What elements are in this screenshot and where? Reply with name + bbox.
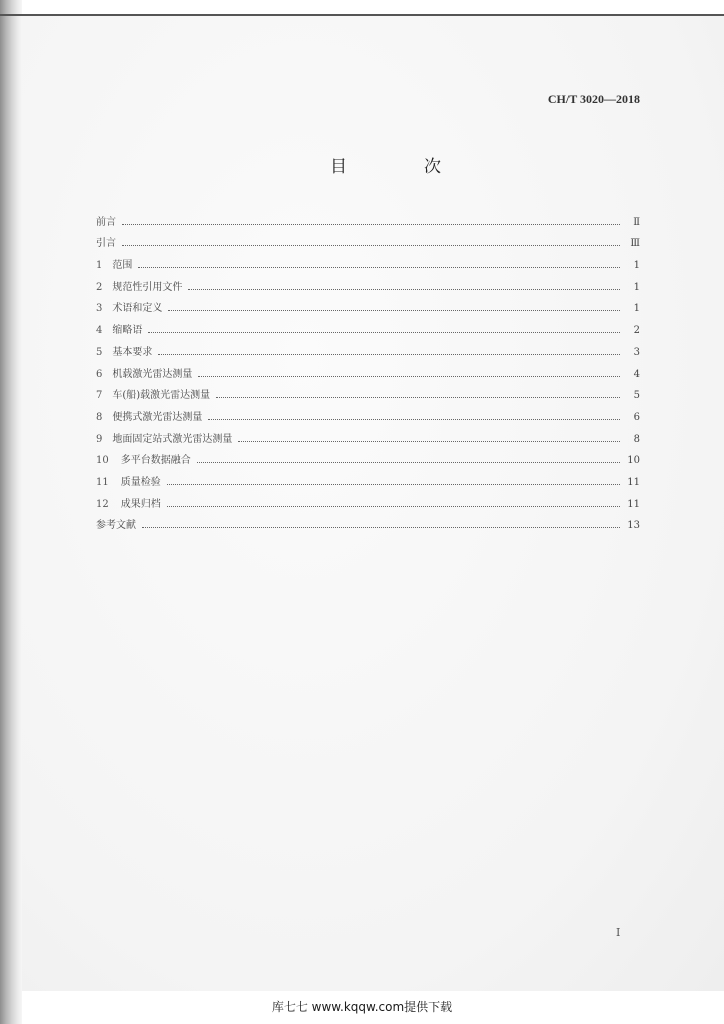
toc-entry-number: 5 [96, 346, 103, 358]
toc-entry [96, 510, 640, 532]
toc-entry [96, 293, 640, 315]
toc-entry-page: 13 [627, 520, 640, 532]
toc-entry-page: Ⅲ [630, 238, 640, 250]
toc-entry-page: 11 [627, 476, 640, 488]
toc-entry-number: 1 [96, 260, 103, 272]
dot-leader [122, 223, 620, 225]
scan-top-edge [0, 14, 724, 16]
toc-entry-label [96, 256, 132, 271]
toc-entry-number: 6 [96, 368, 103, 380]
toc-entry-text: 规范性引用文件 [112, 281, 183, 293]
toc-entry-number: 8 [96, 411, 103, 423]
toc-entry-text: 成果归档 [120, 498, 161, 510]
toc-entry-page: Ⅱ [633, 216, 640, 228]
dot-leader [122, 244, 620, 246]
dot-leader [138, 266, 620, 268]
toc-title: 目 次 [330, 157, 471, 177]
toc-entry-number: 11 [96, 476, 109, 488]
dot-leader [197, 461, 620, 463]
toc-entry-page: 5 [633, 390, 640, 402]
dot-leader [148, 331, 620, 333]
toc-entry [96, 249, 640, 271]
toc-entry-label [96, 234, 116, 249]
toc-entry [96, 206, 640, 228]
toc-entry-text: 参考文献 [96, 520, 136, 532]
dot-leader [208, 418, 620, 420]
dot-leader [168, 309, 620, 311]
toc-entry [96, 271, 640, 293]
toc-entry-label [96, 386, 210, 401]
toc-entry-page: 2 [633, 325, 640, 337]
toc-entry-label [96, 408, 202, 423]
toc-entry-text: 缩略语 [112, 325, 143, 337]
dot-leader [238, 440, 620, 442]
toc-entry-text: 便携式激光雷达测量 [112, 411, 203, 423]
toc-entry [96, 358, 640, 380]
toc-entry-text: 机载激光雷达测量 [112, 368, 193, 380]
toc-entry-label [96, 365, 192, 380]
dot-leader [198, 375, 620, 377]
download-watermark: 库七七 www.kqqw.com提供下载 [271, 1000, 453, 1014]
toc-entry-label [96, 516, 136, 531]
dot-leader [188, 288, 620, 290]
toc-entry [96, 336, 640, 358]
toc-entry-label [96, 343, 152, 358]
toc-entry [96, 445, 640, 467]
toc-entry [96, 380, 640, 402]
toc-entry-number: 12 [96, 498, 109, 510]
toc-entry-page: 6 [633, 411, 640, 423]
page-number: I [616, 926, 621, 939]
dot-leader [142, 526, 620, 528]
toc-entry-label [96, 299, 162, 314]
toc-entry-number: 4 [96, 325, 103, 337]
toc-entry-page: 8 [633, 433, 640, 445]
toc-entry [96, 466, 640, 488]
toc-entry-label [96, 495, 161, 510]
toc-entry-text: 术语和定义 [112, 303, 163, 315]
toc-entry-label [96, 213, 116, 228]
toc-entry-page: 10 [627, 455, 640, 467]
dot-leader [158, 353, 620, 355]
toc-entry [96, 488, 640, 510]
toc-entry-number: 10 [96, 455, 109, 467]
toc-entry-text: 车(船)载激光雷达测量 [112, 390, 211, 402]
toc-entry-number: 3 [96, 303, 103, 315]
toc-entry-text: 地面固定站式激光雷达测量 [112, 433, 233, 445]
toc-entry-text: 多平台数据融合 [120, 455, 191, 467]
toc-entry-number: 7 [96, 390, 103, 402]
toc-entry-label [96, 473, 161, 488]
table-of-contents [96, 206, 640, 531]
toc-entry-label [96, 451, 191, 466]
toc-entry-page: 1 [633, 281, 640, 293]
dot-leader [167, 483, 620, 485]
toc-entry [96, 314, 640, 336]
toc-entry-text: 前言 [96, 216, 116, 228]
toc-entry-label [96, 430, 232, 445]
toc-entry-page: 11 [627, 498, 640, 510]
toc-entry-page: 3 [633, 346, 640, 358]
toc-entry-text: 引言 [96, 238, 116, 250]
dot-leader [167, 505, 620, 507]
document-code: CH/T 3020—2018 [547, 92, 640, 106]
toc-entry-text: 基本要求 [112, 346, 153, 358]
toc-entry-page: 1 [633, 303, 640, 315]
toc-entry-number: 9 [96, 433, 103, 445]
scan-left-edge [0, 0, 22, 1024]
toc-entry [96, 401, 640, 423]
toc-entry-label [96, 321, 142, 336]
toc-entry-number: 2 [96, 281, 103, 293]
toc-entry-text: 质量检验 [120, 476, 161, 488]
toc-entry-label [96, 278, 182, 293]
toc-entry-text: 范围 [112, 260, 133, 272]
toc-entry-page: 4 [633, 368, 640, 380]
toc-entry [96, 228, 640, 250]
toc-entry [96, 423, 640, 445]
toc-entry-page: 1 [633, 260, 640, 272]
dot-leader [216, 396, 620, 398]
